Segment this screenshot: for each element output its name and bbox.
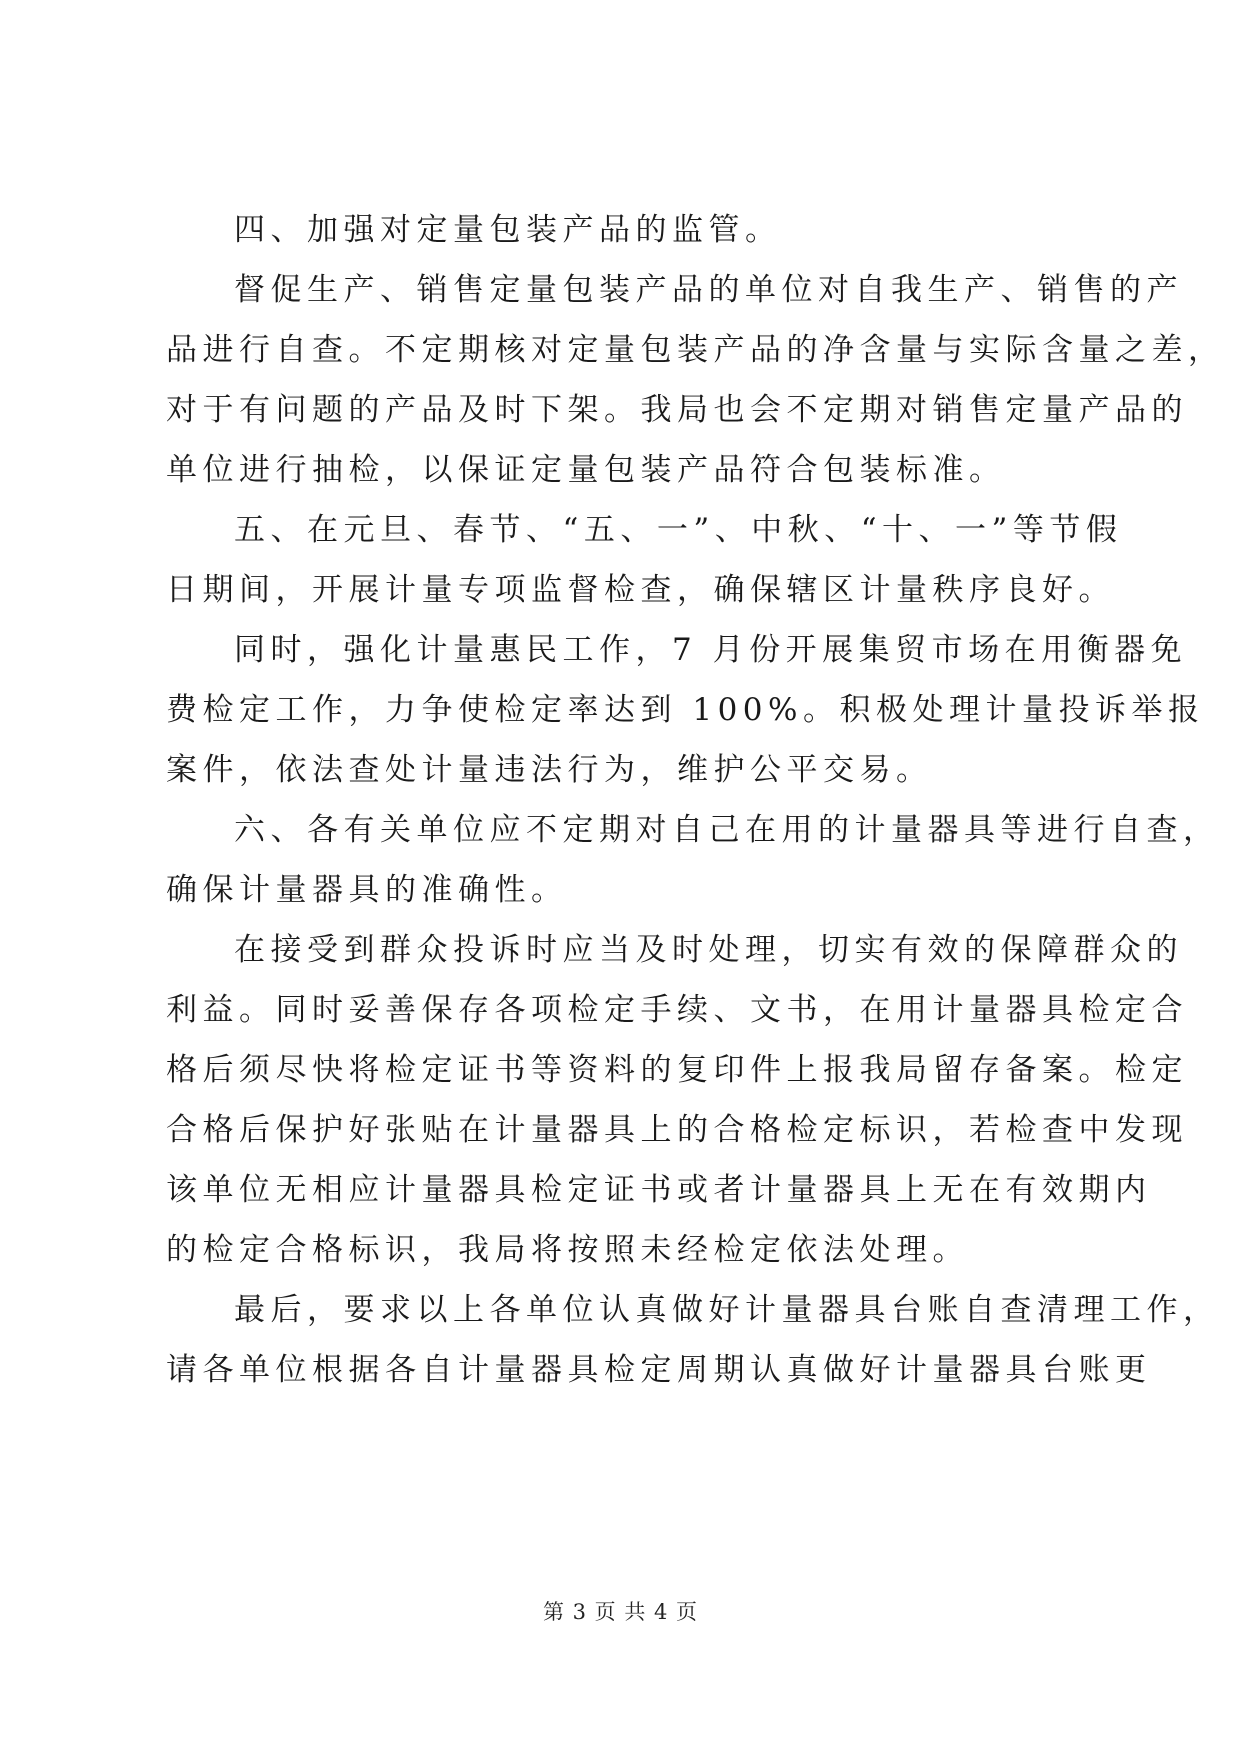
document-body — [166, 200, 1225, 1400]
text-line: 格后须尽快将检定证书等资料的复印件上报我局留存备案。检定 — [166, 1052, 1188, 1088]
text-line: 该单位无相应计量器具检定证书或者计量器具上无在有效期内 — [166, 1172, 1152, 1208]
text-line: 最后，要求以上各单位认真做好计量器具台账自查清理工作， — [234, 1292, 1220, 1328]
paragraph-section-6 — [166, 800, 1220, 920]
text-line: 利益。同时妥善保存各项检定手续、文书，在用计量器具检定合 — [166, 992, 1188, 1028]
text-line: 请各单位根据各自计量器具检定周期认真做好计量器具台账更 — [166, 1352, 1152, 1388]
text-line: 案件，依法查处计量违法行为，维护公平交易。 — [166, 752, 933, 788]
text-line: 六、各有关单位应不定期对自己在用的计量器具等进行自查， — [234, 812, 1220, 848]
text-line: 对于有问题的产品及时下架。我局也会不定期对销售定量产品的 — [166, 392, 1188, 428]
paragraph-complaints-certificates — [166, 920, 1188, 1280]
text-line: 同时，强化计量惠民工作，7 月份开展集贸市场在用衡器免 — [234, 632, 1188, 668]
paragraph-packaging-inspection — [166, 260, 1225, 500]
text-line: 品进行自查。不定期核对定量包装产品的净含量与实际含量之差， — [166, 332, 1225, 368]
paragraph-section-5 — [166, 500, 1126, 620]
text-line: 四、加强对定量包装产品的监管。 — [234, 212, 782, 248]
text-line: 日期间，开展计量专项监督检查，确保辖区计量秩序良好。 — [166, 572, 1115, 608]
text-line: 合格后保护好张贴在计量器具上的合格检定标识，若检查中发现 — [166, 1112, 1188, 1148]
text-line: 在接受到群众投诉时应当及时处理，切实有效的保障群众的 — [234, 932, 1183, 968]
text-line: 督促生产、销售定量包装产品的单位对自我生产、销售的产 — [234, 272, 1183, 308]
text-line: 单位进行抽检，以保证定量包装产品符合包装标准。 — [166, 452, 1006, 488]
text-line: 费检定工作，力争使检定率达到 100%。积极处理计量投诉举报 — [166, 692, 1205, 728]
text-line: 的检定合格标识，我局将按照未经检定依法处理。 — [166, 1232, 969, 1268]
text-line: 五、在元旦、春节、“五、一”、中秋、“十、一”等节假 — [234, 512, 1123, 548]
page-number-footer: 第 3 页 共 4 页 — [542, 1600, 699, 1624]
paragraph-final-requirements — [166, 1280, 1220, 1400]
paragraph-metrology-benefit — [166, 620, 1205, 800]
text-line: 确保计量器具的准确性。 — [166, 872, 568, 908]
paragraph-section-4-heading — [166, 200, 1126, 260]
